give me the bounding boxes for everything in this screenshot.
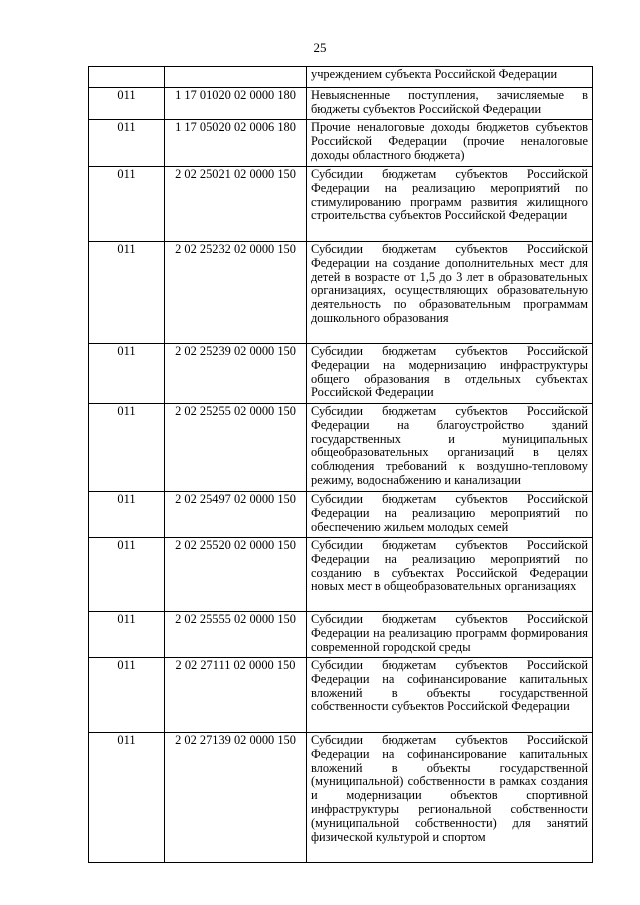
admin-code-cell: 011 [89, 537, 165, 611]
table-row [89, 537, 593, 611]
table-row [89, 119, 593, 166]
budget-code-cell: 2 02 25239 02 0000 150 [165, 343, 307, 403]
description-cell: Субсидии бюджетам субъектов Российской Федерации на реализацию мероприятий по обеспечению жильем молодых семей [307, 491, 593, 537]
description-cell: Субсидии бюджетам субъектов Российской Федерации на реализацию программ формирования современной городской среды [307, 611, 593, 657]
budget-code-cell: 2 02 25520 02 0000 150 [165, 537, 307, 611]
table-row [89, 491, 593, 537]
budget-code-cell: 2 02 27139 02 0000 150 [165, 732, 307, 862]
description-cell: Субсидии бюджетам субъектов Российской Федерации на софинансирование капитальных вложений в объекты государственной собственности субъектов Российской Федерации [307, 657, 593, 732]
admin-code-cell: 011 [89, 119, 165, 166]
admin-code-cell: 011 [89, 88, 165, 120]
budget-code-cell: 2 02 25232 02 0000 150 [165, 241, 307, 343]
description-cell: Субсидии бюджетам субъектов Российской Федерации на реализацию мероприятий по стимулированию программ развития жилищного строительства субъектов Российской Федерации [307, 166, 593, 241]
table-row [89, 403, 593, 491]
description-cell: Субсидии бюджетам субъектов Российской Федерации на модернизацию инфраструктуры общего образования в отдельных субъектах Российской Федерации [307, 343, 593, 403]
description-cell: Прочие неналоговые доходы бюджетов субъектов Российской Федерации (прочие неналоговые доходы областного бюджета) [307, 119, 593, 166]
budget-code-cell: 2 02 25555 02 0000 150 [165, 611, 307, 657]
budget-code-cell: 2 02 25497 02 0000 150 [165, 491, 307, 537]
budget-code-cell: 2 02 25255 02 0000 150 [165, 403, 307, 491]
description-cell: Субсидии бюджетам субъектов Российской Федерации на софинансирование капитальных вложений в объекты государственной (муниципальной) собственности в рамках создания и модернизации объектов спортивной инфраструктуры региональной собственности (муниципальной собственности) для занятий физической культурой и спортом [307, 732, 593, 862]
page-number: 25 [313, 40, 327, 55]
admin-code-cell: 011 [89, 403, 165, 491]
description-cell: Субсидии бюджетам субъектов Российской Федерации на создание дополнительных мест для детей в возрасте от 1,5 до 3 лет в образовательных организациях, осуществляющих образовательную деятельность по образовательным программам дошкольного образования [307, 241, 593, 343]
description-cell: Субсидии бюджетам субъектов Российской Федерации на благоустройство зданий государственных и муниципальных общеобразовательных организаций в целях соблюдения требований к воздушно-тепловому режиму, водоснабжению и канализации [307, 403, 593, 491]
description-cell: учреждением субъекта Российской Федерации [307, 67, 593, 88]
admin-code-cell: 011 [89, 166, 165, 241]
admin-code-cell: 011 [89, 657, 165, 732]
admin-code-cell: 011 [89, 241, 165, 343]
budget-code-cell: 2 02 25021 02 0000 150 [165, 166, 307, 241]
table-row [89, 67, 593, 88]
table-row [89, 732, 593, 862]
budget-code-cell [165, 67, 307, 88]
table-row [89, 88, 593, 120]
admin-code-cell: 011 [89, 732, 165, 862]
budget-code-table [88, 66, 593, 863]
table-row [89, 166, 593, 241]
budget-code-cell: 1 17 01020 02 0000 180 [165, 88, 307, 120]
description-cell: Невыясненные поступления, зачисляемые в бюджеты субъектов Российской Федерации [307, 88, 593, 120]
admin-code-cell: 011 [89, 611, 165, 657]
admin-code-cell [89, 67, 165, 88]
admin-code-cell: 011 [89, 491, 165, 537]
description-cell: Субсидии бюджетам субъектов Российской Федерации на реализацию мероприятий по созданию в субъектах Российской Федерации новых мест в общеобразовательных организациях [307, 537, 593, 611]
budget-code-cell: 2 02 27111 02 0000 150 [165, 657, 307, 732]
budget-code-cell: 1 17 05020 02 0006 180 [165, 119, 307, 166]
table-row [89, 241, 593, 343]
table-row [89, 657, 593, 732]
table-row [89, 611, 593, 657]
admin-code-cell: 011 [89, 343, 165, 403]
table-row [89, 343, 593, 403]
